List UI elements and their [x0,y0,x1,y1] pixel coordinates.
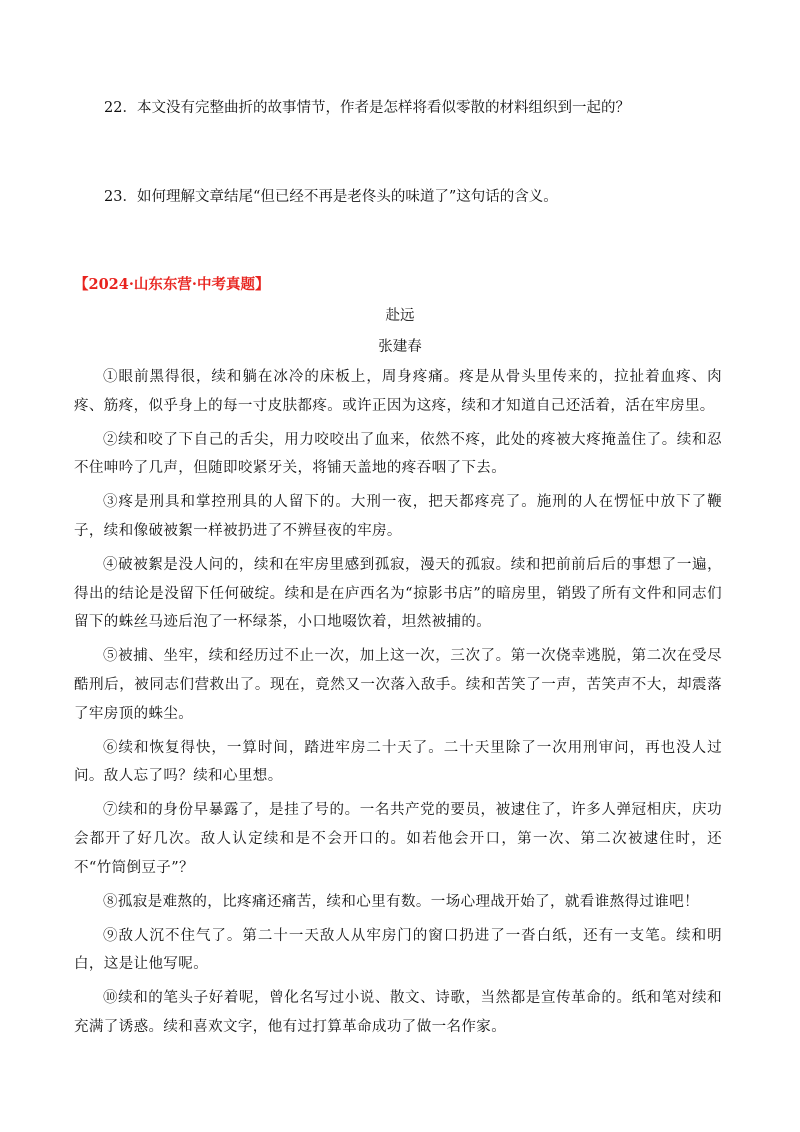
question-text: 如何理解文章结尾“但已经不再是老佟头的味道了”这句话的含义。 [136,189,558,205]
article-paragraph-9: ⑨敌人沉不住气了。第二十一天敌人从牢房门的窗口扔进了一沓白纸，还有一支笔。续和明白，这是让他写呢。 [74,927,722,973]
source-tag: 【2024·山东东营·中考真题】 [74,276,270,293]
article-paragraph-8: ⑧孤寂是难熬的，比疼痛还痛苦，续和心里有数。一场心理战开始了，就看谁熬得过谁吧！ [103,893,699,910]
article-paragraph-3: ③疼是刑具和掌控刑具的人留下的。大刑一夜，把天都疼亮了。施刑的人在愣怔中放下了鞭子，续和像破被絮一样被扔进了不辨昼夜的牢房。 [74,494,722,539]
article-paragraph-1: ①眼前黑得很，续和躺在冰冷的床板上，周身疼痛。疼是从骨头里传来的，拉扯着血疼、肉疼、筋疼，似乎身上的每一寸皮肤都疼。或许正因为这疼，续和才知道自己还活着，活在牢房里。 [74,369,722,414]
question-23 [104,187,558,207]
article-paragraph-6: ⑥续和恢复得快，一算时间，踏进牢房二十天了。二十天里除了一次用刑审问，再也没人过问。敌人忘了吗？续和心里想。 [74,739,722,785]
article-paragraph-10: ⑩续和的笔头子好着呢，曾化名写过小说、散文、诗歌，当然都是宣传革命的。纸和笔对续和充满了诱惑。续和喜欢文字，他有过打算革命成功了做一名作家。 [74,990,722,1035]
article-body [74,363,722,1047]
article-paragraph-2: ②续和咬了下自己的舌尖，用力咬咬出了血来，依然不疼，此处的疼被大疼掩盖住了。续和忍不住呻吟了几声，但随即咬紧牙关，将铺天盖地的疼吞咽了下去。 [74,431,722,477]
question-number: 22． [104,100,137,116]
question-number: 23． [104,189,137,205]
question-text: 本文没有完整曲折的故事情节，作者是怎样将看似零散的材料组织到一起的？ [136,100,630,116]
article-paragraph-4: ④破被絮是没人问的，续和在牢房里感到孤寂，漫天的孤寂。续和把前前后后的事想了一遍，得出的结论是没留下任何破绽。续和是在庐西名为“掠影书店”的暗房里，销毁了所有文件和同志们留下的蛛丝马迹后泡了一杯绿茶，小口地啜饮着，坦然被捕的。 [74,557,722,631]
article-title: 赴远 [385,308,415,324]
article-paragraph-7: ⑦续和的身份早暴露了，是挂了号的。一名共产党的要员，被逮住了，许多人弹冠相庆，庆功会都开了好几次。敌人认定续和是不会开口的。如若他会开口，第一次、第二次被逮住时，还不“竹筒倒豆子”？ [74,802,722,876]
article-author: 张建春 [378,339,422,355]
question-22 [104,98,630,118]
article-paragraph-5: ⑤被捕、坐牢，续和经历过不止一次，加上这一次，三次了。第一次侥幸逃脱，第二次在受尽酷刑后，被同志们营救出了。现在，竟然又一次落入敌手。续和苦笑了一声，苦笑声不大，却震落了牢房顶的蛛尘。 [74,648,722,722]
